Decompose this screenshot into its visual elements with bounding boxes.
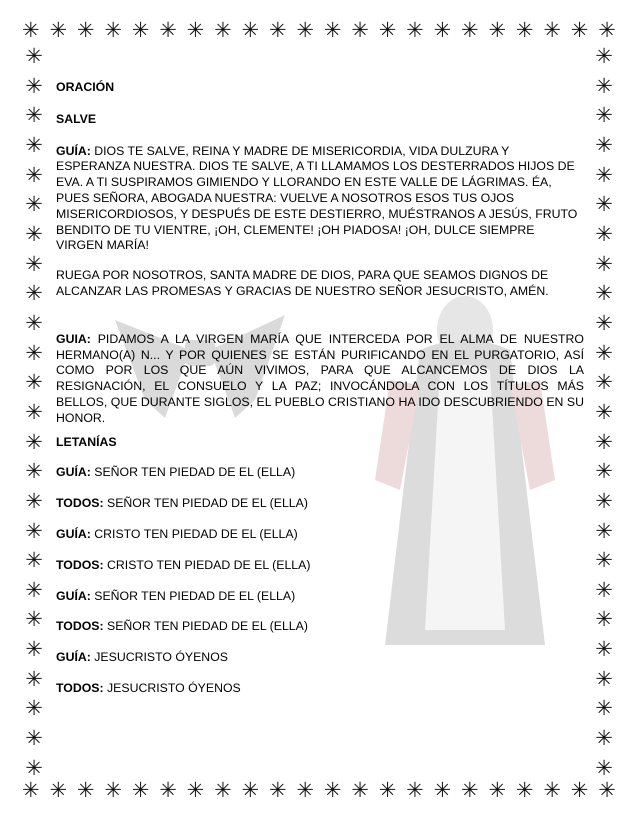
asterisk-star-icon: ✳ xyxy=(25,577,43,602)
asterisk-star-icon: ✳ xyxy=(595,755,613,780)
border-right xyxy=(592,44,616,780)
asterisk-star-icon: ✳ xyxy=(25,192,43,217)
asterisk-star-icon: ✳ xyxy=(595,281,613,306)
litany-label: TODOS: xyxy=(56,680,104,695)
asterisk-star-icon: ✳ xyxy=(595,162,613,187)
asterisk-star-icon: ✳ xyxy=(76,778,95,802)
asterisk-star-icon: ✳ xyxy=(351,18,369,42)
litany-text: JESUCRISTO ÓYENOS xyxy=(90,650,228,665)
litany-text: SEÑOR TEN PIEDAD DE EL (ELLA) xyxy=(103,619,308,634)
asterisk-star-icon: ✳ xyxy=(49,778,68,802)
asterisk-star-icon: ✳ xyxy=(25,44,43,68)
litany-label: TODOS: xyxy=(56,619,104,634)
litany-label: TODOS: xyxy=(56,496,104,511)
litany-line xyxy=(56,650,584,666)
litany-line xyxy=(56,589,584,605)
litany-line xyxy=(56,527,584,543)
asterisk-star-icon: ✳ xyxy=(595,488,613,513)
asterisk-star-icon: ✳ xyxy=(25,399,43,424)
asterisk-star-icon: ✳ xyxy=(488,18,507,42)
litany-text: CRISTO TEN PIEDAD DE EL (ELLA) xyxy=(103,557,311,572)
asterisk-star-icon: ✳ xyxy=(433,778,452,802)
asterisk-star-icon: ✳ xyxy=(543,778,561,802)
asterisk-star-icon: ✳ xyxy=(433,18,452,42)
litany-text: SEÑOR TEN PIEDAD DE EL (ELLA) xyxy=(103,496,308,511)
asterisk-star-icon: ✳ xyxy=(351,778,369,802)
guia-pidamos-text: PIDAMOS A LA VIRGEN MARÍA QUE INTERCEDA POR EL ALMA DE NUESTRO HERMANO(A) N... Y POR QUIENES SE ESTÁN PURIFICANDO EN EL PURGATORIO, ASÍ COMO POR LOS QUE AÚN VIVIMOS, PARA QUE ALCANCEMOS DE DIOS LA RESIGNACIÓN, EL CONSUELO Y LA PAZ; INVOCÁNDOLA CON LOS TÍTULOS MÁS BELLOS, QUE DURANTE SIGLOS, EL PUEBLO CRISTIANO HA IDO DESCUBRIENDO EN SU HONOR. xyxy=(56,331,584,425)
asterisk-star-icon: ✳ xyxy=(25,281,43,306)
asterisk-star-icon: ✳ xyxy=(25,370,43,395)
asterisk-star-icon: ✳ xyxy=(598,18,616,42)
document-body xyxy=(56,80,584,697)
asterisk-star-icon: ✳ xyxy=(461,778,479,802)
asterisk-star-icon: ✳ xyxy=(214,778,232,802)
asterisk-star-icon: ✳ xyxy=(595,518,613,543)
asterisk-star-icon: ✳ xyxy=(598,778,616,802)
asterisk-star-icon: ✳ xyxy=(25,666,43,691)
litany-line xyxy=(56,496,584,512)
litany-label: GUÍA: xyxy=(56,526,91,541)
asterisk-star-icon: ✳ xyxy=(25,429,43,454)
litany-line xyxy=(56,681,584,697)
guia-pidamos-paragraph xyxy=(56,332,584,427)
asterisk-star-icon: ✳ xyxy=(595,548,613,573)
asterisk-star-icon: ✳ xyxy=(25,221,43,246)
asterisk-star-icon: ✳ xyxy=(104,18,122,42)
asterisk-star-icon: ✳ xyxy=(25,251,43,276)
asterisk-star-icon: ✳ xyxy=(378,18,397,42)
asterisk-star-icon: ✳ xyxy=(595,44,613,68)
asterisk-star-icon: ✳ xyxy=(186,18,205,42)
heading-salve: SALVE xyxy=(56,111,97,126)
litany-text: SEÑOR TEN PIEDAD DE EL (ELLA) xyxy=(90,588,296,603)
asterisk-star-icon: ✳ xyxy=(25,518,43,543)
asterisk-star-icon: ✳ xyxy=(76,18,95,42)
asterisk-star-icon: ✳ xyxy=(595,340,613,365)
asterisk-star-icon: ✳ xyxy=(159,18,177,42)
asterisk-star-icon: ✳ xyxy=(159,778,177,802)
asterisk-star-icon: ✳ xyxy=(25,73,43,98)
litany-line xyxy=(56,465,584,481)
litany-label: GUÍA: xyxy=(56,588,91,603)
asterisk-star-icon: ✳ xyxy=(323,778,342,802)
asterisk-star-icon: ✳ xyxy=(461,18,479,42)
asterisk-star-icon: ✳ xyxy=(104,778,122,802)
asterisk-star-icon: ✳ xyxy=(595,192,613,217)
asterisk-star-icon: ✳ xyxy=(25,310,43,335)
ruega-paragraph: RUEGA POR NOSOTROS, SANTA MADRE DE DIOS, PARA QUE SEAMOS DIGNOS DE ALCANZAR LAS PROMESAS Y GRACIAS DE NUESTRO SEÑOR JESUCRISTO, AMÉN. xyxy=(56,268,549,298)
border-left xyxy=(22,44,46,780)
litany-label: GUÍA: xyxy=(56,650,91,665)
asterisk-star-icon: ✳ xyxy=(296,18,314,42)
asterisk-star-icon: ✳ xyxy=(131,778,150,802)
asterisk-star-icon: ✳ xyxy=(595,696,613,721)
asterisk-star-icon: ✳ xyxy=(378,778,397,802)
asterisk-star-icon: ✳ xyxy=(25,459,43,484)
asterisk-star-icon: ✳ xyxy=(488,778,507,802)
asterisk-star-icon: ✳ xyxy=(241,778,260,802)
litany-list xyxy=(56,465,584,696)
asterisk-star-icon: ✳ xyxy=(406,18,424,42)
asterisk-star-icon: ✳ xyxy=(25,132,43,157)
asterisk-star-icon: ✳ xyxy=(595,310,613,335)
asterisk-star-icon: ✳ xyxy=(595,726,613,751)
asterisk-star-icon: ✳ xyxy=(543,18,561,42)
asterisk-star-icon: ✳ xyxy=(25,548,43,573)
asterisk-star-icon: ✳ xyxy=(268,778,287,802)
litany-text: SEÑOR TEN PIEDAD DE EL (ELLA) xyxy=(90,465,296,480)
guia-label: GUÍA: xyxy=(56,143,91,158)
asterisk-star-icon: ✳ xyxy=(570,18,589,42)
asterisk-star-icon: ✳ xyxy=(595,577,613,602)
heading-letanias: LETANÍAS xyxy=(56,434,117,449)
asterisk-star-icon: ✳ xyxy=(25,696,43,721)
border-top xyxy=(22,18,616,42)
asterisk-star-icon: ✳ xyxy=(515,18,534,42)
litany-line xyxy=(56,558,584,574)
asterisk-star-icon: ✳ xyxy=(25,726,43,751)
asterisk-star-icon: ✳ xyxy=(25,488,43,513)
border-bottom xyxy=(22,778,616,802)
litany-line xyxy=(56,619,584,635)
heading-oracion: ORACIÓN xyxy=(56,80,115,94)
asterisk-star-icon: ✳ xyxy=(570,778,589,802)
asterisk-star-icon: ✳ xyxy=(595,251,613,276)
asterisk-star-icon: ✳ xyxy=(595,637,613,662)
litany-label: GUÍA: xyxy=(56,465,91,480)
asterisk-star-icon: ✳ xyxy=(22,18,40,42)
guia-label: GUIA: xyxy=(56,331,91,346)
asterisk-star-icon: ✳ xyxy=(49,18,68,42)
litany-text: CRISTO TEN PIEDAD DE EL (ELLA) xyxy=(90,526,298,541)
asterisk-star-icon: ✳ xyxy=(25,340,43,365)
asterisk-star-icon: ✳ xyxy=(241,18,260,42)
asterisk-star-icon: ✳ xyxy=(406,778,424,802)
asterisk-star-icon: ✳ xyxy=(131,18,150,42)
asterisk-star-icon: ✳ xyxy=(296,778,314,802)
asterisk-star-icon: ✳ xyxy=(595,459,613,484)
asterisk-star-icon: ✳ xyxy=(595,607,613,632)
asterisk-star-icon: ✳ xyxy=(25,637,43,662)
asterisk-star-icon: ✳ xyxy=(25,755,43,780)
asterisk-star-icon: ✳ xyxy=(25,607,43,632)
asterisk-star-icon: ✳ xyxy=(22,778,40,802)
salve-paragraph xyxy=(56,144,584,255)
asterisk-star-icon: ✳ xyxy=(186,778,205,802)
asterisk-star-icon: ✳ xyxy=(595,73,613,98)
asterisk-star-icon: ✳ xyxy=(515,778,534,802)
salve-text: DIOS TE SALVE, REINA Y MADRE DE MISERICORDIA, VIDA DULZURA Y ESPERANZA NUESTRA. DIOS TE SALVE, A TI LLAMAMOS LOS DESTERRADOS HIJOS DE EVA. A TI SUSPIRAMOS GIMIENDO Y LLORANDO EN ESTE VALLE DE LÁGRIMAS. ÉA, PUES SEÑORA, ABOGADA NUESTRA: VUELVE A NOSOTROS ESOS TUS OJOS MISERICORDIOSOS, Y DESPUÉS DE ESTE DESTIERRO, MUÉSTRANOS A JESÚS, FRUTO BENDITO DE TU VIENTRE, ¡OH, CLEMENTE! ¡OH PIADOSA! ¡OH, DULCE SIEMPRE VIRGEN MARÍA! xyxy=(56,143,578,253)
asterisk-star-icon: ✳ xyxy=(595,370,613,395)
asterisk-star-icon: ✳ xyxy=(323,18,342,42)
litany-text: JESUCRISTO ÓYENOS xyxy=(103,680,241,695)
asterisk-star-icon: ✳ xyxy=(25,162,43,187)
asterisk-star-icon: ✳ xyxy=(268,18,287,42)
asterisk-star-icon: ✳ xyxy=(595,221,613,246)
asterisk-star-icon: ✳ xyxy=(595,103,613,128)
asterisk-star-icon: ✳ xyxy=(214,18,232,42)
asterisk-star-icon: ✳ xyxy=(595,132,613,157)
asterisk-star-icon: ✳ xyxy=(595,399,613,424)
litany-label: TODOS: xyxy=(56,557,104,572)
asterisk-star-icon: ✳ xyxy=(25,103,43,128)
asterisk-star-icon: ✳ xyxy=(595,429,613,454)
asterisk-star-icon: ✳ xyxy=(595,666,613,691)
